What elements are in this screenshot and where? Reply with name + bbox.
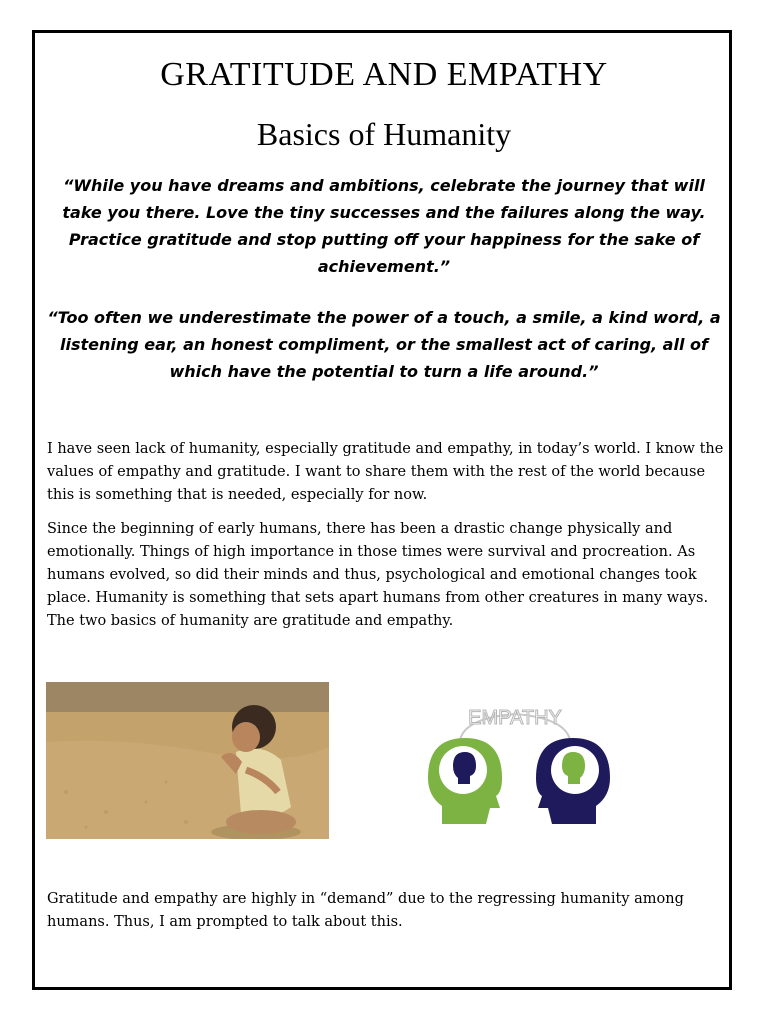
paragraph-conclusion: Gratitude and empathy are highly in “demand” due to the regressing humanity among humans. Thus, I am prompted to talk about this. bbox=[47, 891, 684, 930]
empathy-heads-illustration bbox=[420, 700, 615, 832]
document-title: GRATITUDE AND EMPATHY bbox=[160, 56, 608, 93]
document-subtitle: Basics of Humanity bbox=[256, 116, 512, 152]
quote-empathy: “Too often we underestimate the power of a touch, a smile, a kind word, a listening ear, an honest compliment, or the smallest act of caring, all of which have the potential to turn a life around.” bbox=[47, 308, 721, 381]
paragraph-intro: I have seen lack of humanity, especially gratitude and empathy, in today’s world. I know the values of empathy and gratitude. I want to share them with the rest of the world because this is something that is needed, especially for now. bbox=[47, 441, 724, 503]
praying-child-photo bbox=[46, 682, 329, 839]
paragraph-history: Since the beginning of early humans, there has been a drastic change physically and emotionally. Things of high importance in those times were survival and procreation. As humans evolved, so did their minds and thus, psychological and emotional changes took place. Humanity is something that sets apart humans from other creatures in many ways. The two basics of humanity are gratitude and empathy. bbox=[47, 521, 709, 629]
quote-gratitude: “While you have dreams and ambitions, celebrate the journey that will take you there. Love the tiny successes and the failures along the way. Practice gratitude and stop putting off your happiness for the sake of achievement.” bbox=[62, 176, 706, 276]
empathy-label: EMPATHY bbox=[468, 707, 562, 729]
